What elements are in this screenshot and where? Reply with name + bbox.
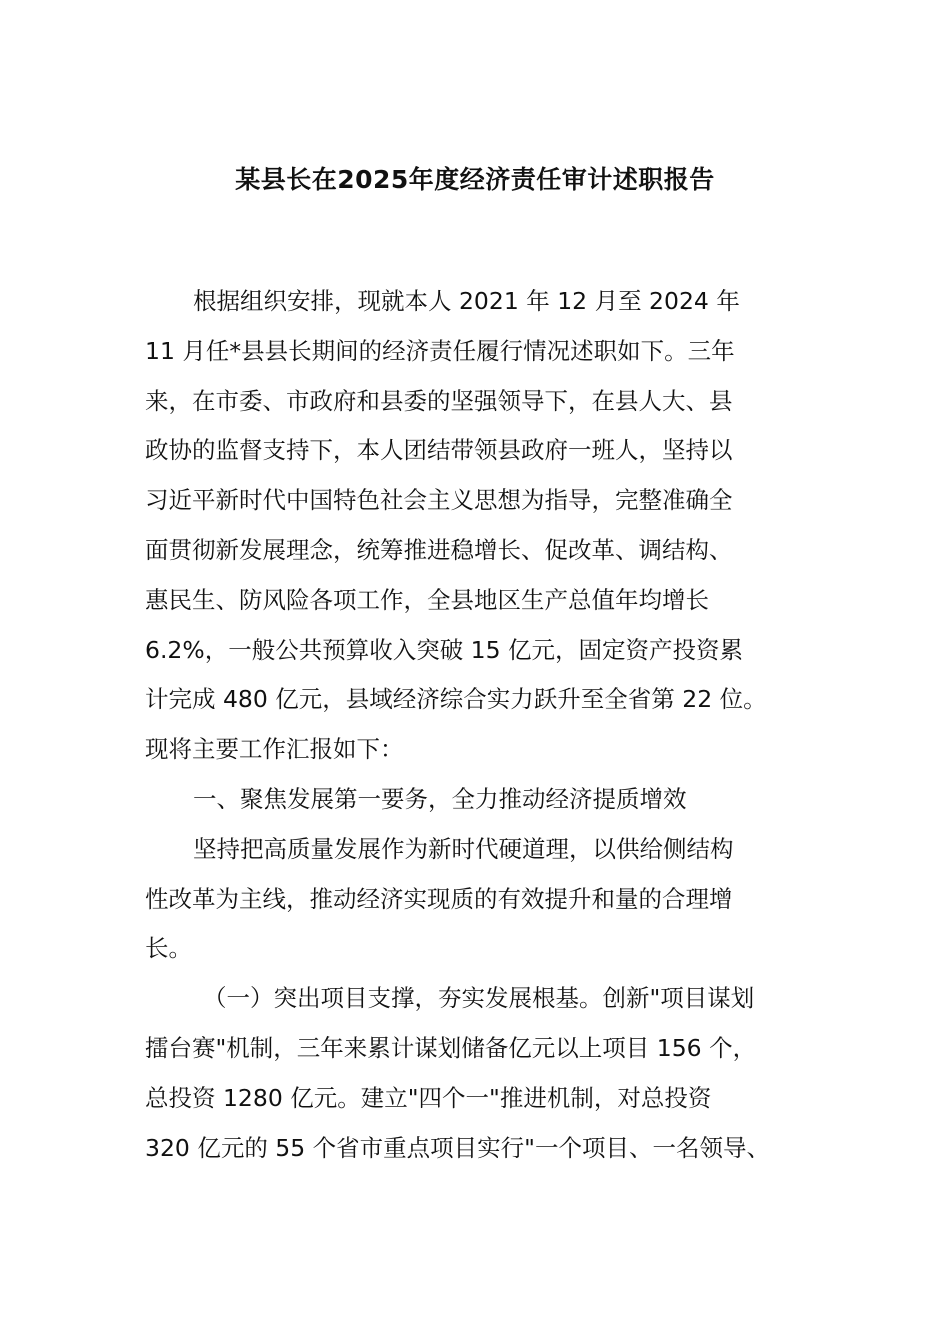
paragraph-line: 坚持把高质量发展作为新时代硬道理，以供给侧结构 bbox=[193, 834, 734, 863]
subsection-line: （一）突出项目支撑，夯实发展根基。创新"项目谋划 bbox=[203, 984, 755, 1013]
paragraph-line: 根据组织安排，现就本人 2021 年 12 月至 2024 年 bbox=[193, 287, 740, 315]
paragraph-line: 性改革为主线，推动经济实现质的有效提升和量的合理增 bbox=[145, 884, 733, 913]
paragraph-line: 面贯彻新发展理念，统筹推进稳增长、促改革、调结构、 bbox=[145, 535, 733, 564]
paragraph-line: 惠民生、防风险各项工作，全县地区生产总值年均增长 bbox=[145, 585, 709, 614]
paragraph-line: 计完成 480 亿元，县域经济综合实力跃升至全省第 22 位。 bbox=[145, 685, 767, 714]
paragraph-line: 总投资 1280 亿元。建立"四个一"推进机制，对总投资 bbox=[145, 1083, 712, 1112]
section-heading: 一、聚焦发展第一要务，全力推动经济提质增效 bbox=[193, 784, 687, 813]
paragraph-line: 320 亿元的 55 个省市重点项目实行"一个项目、一名领导、 bbox=[145, 1133, 770, 1162]
paragraph-line: 政协的监督支持下，本人团结带领县政府一班人，坚持以 bbox=[145, 436, 733, 465]
paragraph-line: 习近平新时代中国特色社会主义思想为指导，完整准确全 bbox=[145, 486, 733, 515]
paragraph-line: 擂台赛"机制，三年来累计谋划储备亿元以上项目 156 个， bbox=[145, 1033, 757, 1062]
paragraph-line: 现将主要工作汇报如下： bbox=[145, 735, 404, 764]
document-title: 某县长在2025年度经济责任审计述职报告 bbox=[235, 165, 715, 194]
paragraph-line: 6.2%，一般公共预算收入突破 15 亿元，固定资产投资累 bbox=[145, 635, 744, 664]
paragraph-line: 长。 bbox=[145, 934, 192, 963]
paragraph-line: 来，在市委、市政府和县委的坚强领导下，在县人大、县 bbox=[145, 386, 733, 415]
paragraph-line: 11 月任*县县长期间的经济责任履行情况述职如下。三年 bbox=[145, 336, 735, 365]
document-body bbox=[145, 277, 825, 1173]
